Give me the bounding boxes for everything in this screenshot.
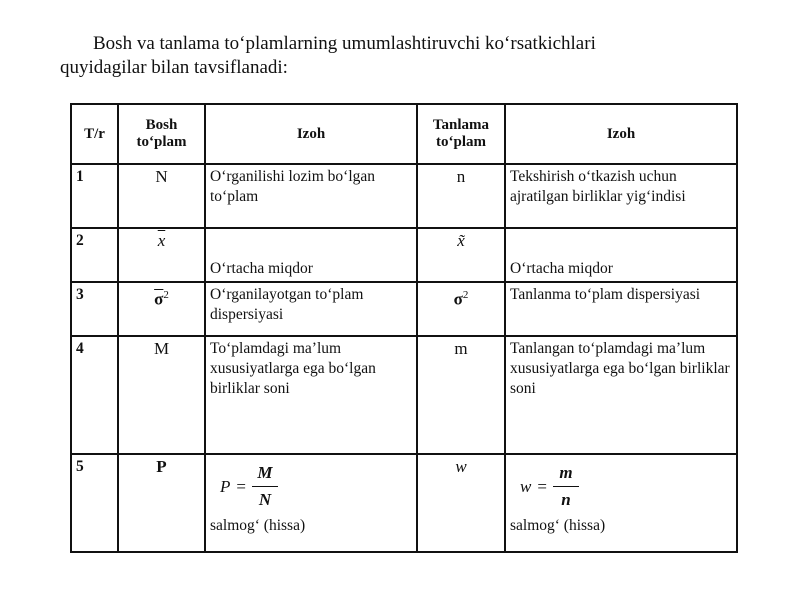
sample-symbol: n [417,164,505,228]
general-symbol: P [118,454,205,552]
table-row [71,164,737,228]
general-symbol: $\overline{x}$ [157,231,166,250]
general-symbol: $\overline{\sigma}$ [154,289,164,309]
general-description: To‘plamdagi ma’lum xususiyatlarga ega bo‘lgan birliklar soni [205,336,417,454]
formula-equals: = [537,476,547,496]
sample-formula-cell [505,454,737,552]
sample-description: Tanlangan to‘plamdagi ma’lum xususiyatlarga ega bo‘lgan birliklar soni [505,336,737,454]
row-number: 1 [71,164,118,228]
table-header-row [71,104,737,164]
general-share-note: salmog‘ (hissa) [210,517,306,534]
sample-symbol-cell [417,228,505,282]
sample-symbol: w [417,454,505,552]
table-row [71,228,737,282]
row-number: 2 [71,228,118,282]
fraction-bar [252,486,278,487]
general-description: O‘rganilishi lozim bo‘lgan to‘plam [205,164,417,228]
general-share-formula [220,463,412,510]
sample-description: Tekshirish o‘tkazish uchun ajratilgan birliklar yig‘indisi [505,164,737,228]
intro-line-2: quyidagilar bilan tavsiflanadi: [60,57,288,78]
formula-denominator: n [561,490,571,509]
table-row [71,336,737,454]
header-sample-population: Tanlama to‘plam [417,104,505,164]
table-row [71,454,737,552]
sample-share-note: salmog‘ (hissa) [510,517,606,534]
formula-denominator: N [258,490,272,509]
row-number: 5 [71,454,118,552]
sample-symbol: m [417,336,505,454]
general-description: O‘rganilayotgan to‘plam dispersiyasi [205,282,417,336]
general-symbol-cell [118,282,205,336]
general-symbol: N [118,164,205,228]
formula-lhs: w [520,476,532,496]
general-formula-cell [205,454,417,552]
general-description: O‘rtacha miqdor [205,228,417,282]
sample-symbol-cell [417,282,505,336]
formula-numerator: m [559,463,573,482]
header-sample-note: Izoh [505,104,737,164]
formula-fraction [252,463,278,510]
general-symbol-cell [118,228,205,282]
header-general-population: Bosh to‘plam [118,104,205,164]
header-tr: T/r [71,104,118,164]
general-symbol-exponent: 2 [163,289,169,301]
formula-equals: = [236,476,246,496]
fraction-bar [553,486,579,487]
header-general-note: Izoh [205,104,417,164]
row-number: 4 [71,336,118,454]
intro-line-1: Bosh va tanlama to‘plamlarning umumlashtiruvchi ko‘rsatkichlari [93,33,596,54]
sample-description: O‘rtacha miqdor [505,228,737,282]
formula-fraction [553,463,579,510]
sample-symbol-exponent: 2 [462,289,469,301]
sample-share-formula [520,463,732,510]
indicators-table [70,103,738,553]
sample-symbol: x̃ [457,231,465,250]
formula-lhs: P [220,476,231,496]
formula-numerator: M [257,463,273,482]
sample-symbol: σ [453,289,463,309]
row-number: 3 [71,282,118,336]
intro-paragraph [60,32,750,80]
sample-description: Tanlanma to‘plam dispersiyasi [505,282,737,336]
table-row [71,282,737,336]
general-symbol: M [118,336,205,454]
